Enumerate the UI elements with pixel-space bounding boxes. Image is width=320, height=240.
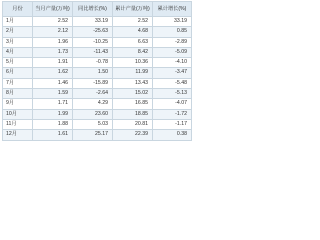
- monthly-output-cell: 1.91: [33, 58, 73, 68]
- monthly-output-cell: 1.73: [33, 47, 73, 57]
- table-row: [3, 89, 192, 99]
- month-cell: 1月: [3, 17, 33, 27]
- monthly-output-cell: 1.71: [33, 99, 73, 109]
- yoy-growth-cell: 1.50: [73, 68, 113, 78]
- yoy-growth-cell: -25.63: [73, 27, 113, 37]
- month-cell: 9月: [3, 99, 33, 109]
- month-cell: 5月: [3, 58, 33, 68]
- cumulative-growth-cell: -1.72: [153, 109, 192, 119]
- monthly-output-cell: 1.62: [33, 68, 73, 78]
- table-body: [3, 17, 192, 141]
- monthly-output-cell: 1.46: [33, 78, 73, 88]
- table-row: [3, 130, 192, 140]
- header-monthly-output: 当月产量(万吨): [33, 2, 73, 17]
- month-cell: 10月: [3, 109, 33, 119]
- table-row: [3, 17, 192, 27]
- monthly-output-cell: 1.59: [33, 89, 73, 99]
- month-cell: 2月: [3, 27, 33, 37]
- cumulative-output-cell: 13.43: [113, 78, 153, 88]
- month-cell: 8月: [3, 89, 33, 99]
- cumulative-growth-cell: 33.19: [153, 17, 192, 27]
- cumulative-growth-cell: -2.89: [153, 37, 192, 47]
- monthly-output-cell: 2.12: [33, 27, 73, 37]
- cumulative-output-cell: 8.42: [113, 47, 153, 57]
- table-header: [3, 2, 192, 17]
- yoy-growth-cell: -11.43: [73, 47, 113, 57]
- cumulative-output-cell: 20.81: [113, 119, 153, 129]
- month-cell: 4月: [3, 47, 33, 57]
- month-cell: 11月: [3, 119, 33, 129]
- yoy-growth-cell: 5.03: [73, 119, 113, 129]
- yoy-growth-cell: 23.60: [73, 109, 113, 119]
- table-row: [3, 47, 192, 57]
- table-row: [3, 119, 192, 129]
- cumulative-output-cell: 22.39: [113, 130, 153, 140]
- monthly-output-cell: 1.99: [33, 109, 73, 119]
- table-row: [3, 27, 192, 37]
- cumulative-output-cell: 16.85: [113, 99, 153, 109]
- monthly-output-cell: 1.88: [33, 119, 73, 129]
- header-yoy-growth: 同比增长(%): [73, 2, 113, 17]
- yoy-growth-cell: -0.78: [73, 58, 113, 68]
- yoy-growth-cell: -15.89: [73, 78, 113, 88]
- cumulative-growth-cell: 0.85: [153, 27, 192, 37]
- cumulative-output-cell: 11.99: [113, 68, 153, 78]
- header-cumulative-growth: 累计增长(%): [153, 2, 192, 17]
- table-row: [3, 78, 192, 88]
- cumulative-growth-cell: -3.47: [153, 68, 192, 78]
- data-table: [2, 1, 192, 141]
- month-cell: 12月: [3, 130, 33, 140]
- table-row: [3, 37, 192, 47]
- month-cell: 3月: [3, 37, 33, 47]
- header-cumulative-output: 累计产量(万吨): [113, 2, 153, 17]
- cumulative-output-cell: 4.68: [113, 27, 153, 37]
- cumulative-output-cell: 18.85: [113, 109, 153, 119]
- monthly-output-cell: 1.96: [33, 37, 73, 47]
- cumulative-growth-cell: -5.09: [153, 47, 192, 57]
- month-cell: 7月: [3, 78, 33, 88]
- table-row: [3, 58, 192, 68]
- yoy-growth-cell: -2.64: [73, 89, 113, 99]
- cumulative-growth-cell: -5.48: [153, 78, 192, 88]
- yoy-growth-cell: 33.19: [73, 17, 113, 27]
- month-cell: 6月: [3, 68, 33, 78]
- cumulative-output-cell: 10.36: [113, 58, 153, 68]
- cumulative-growth-cell: -5.13: [153, 89, 192, 99]
- cumulative-growth-cell: -1.17: [153, 119, 192, 129]
- cumulative-output-cell: 2.52: [113, 17, 153, 27]
- yoy-growth-cell: 4.29: [73, 99, 113, 109]
- table-row: [3, 68, 192, 78]
- yoy-growth-cell: 25.17: [73, 130, 113, 140]
- cumulative-output-cell: 6.63: [113, 37, 153, 47]
- table-row: [3, 109, 192, 119]
- yoy-growth-cell: -10.25: [73, 37, 113, 47]
- cumulative-growth-cell: -4.07: [153, 99, 192, 109]
- header-row: [3, 2, 192, 17]
- table-row: [3, 99, 192, 109]
- monthly-output-cell: 2.52: [33, 17, 73, 27]
- cumulative-growth-cell: 0.38: [153, 130, 192, 140]
- header-month: 月份: [3, 2, 33, 17]
- cumulative-output-cell: 15.02: [113, 89, 153, 99]
- monthly-output-cell: 1.61: [33, 130, 73, 140]
- cumulative-growth-cell: -4.10: [153, 58, 192, 68]
